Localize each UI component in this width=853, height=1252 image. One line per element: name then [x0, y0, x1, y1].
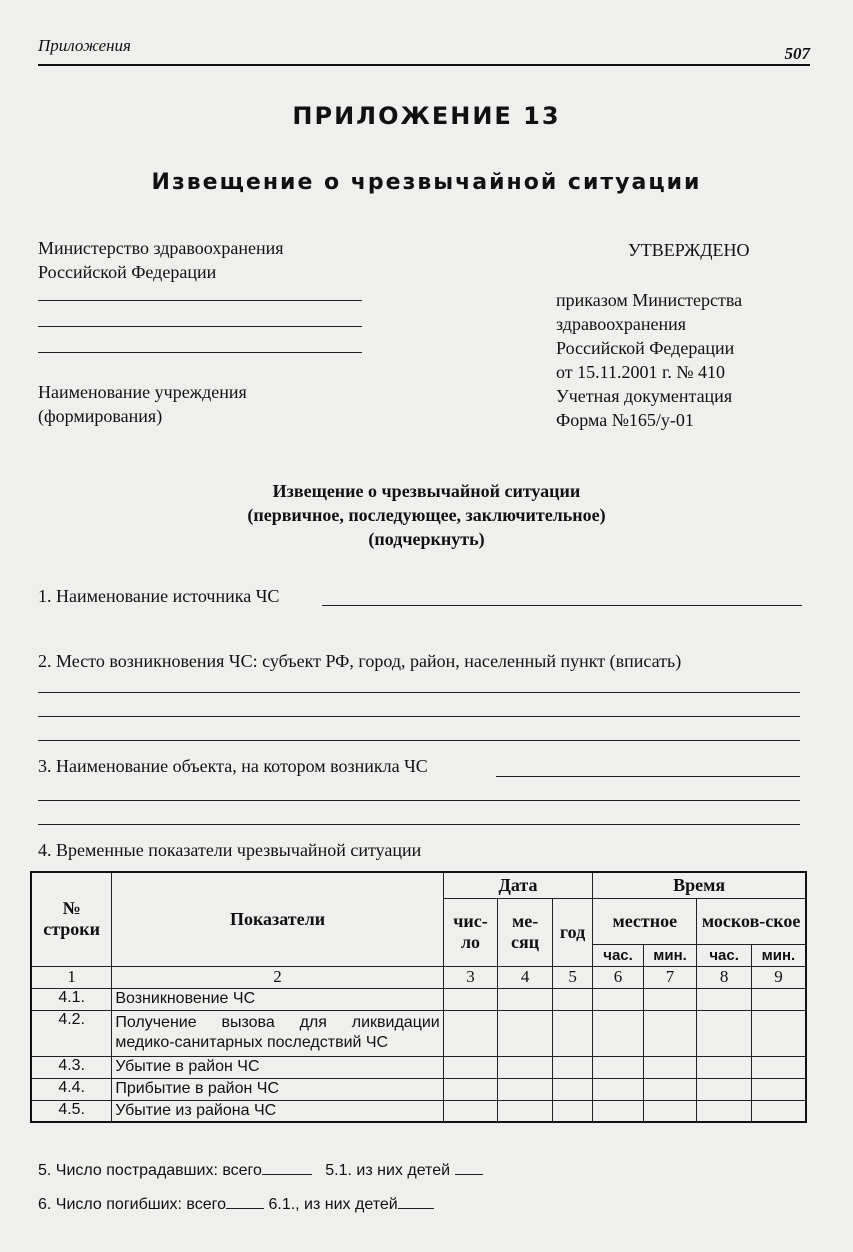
- year-cell[interactable]: [552, 1100, 592, 1122]
- local-hour-cell[interactable]: [593, 1100, 644, 1122]
- local-hour-cell[interactable]: [593, 988, 644, 1010]
- header-indicators: Показатели: [112, 872, 443, 966]
- day-cell[interactable]: [443, 988, 498, 1010]
- moscow-min-cell[interactable]: [751, 988, 806, 1010]
- deaths-children-input[interactable]: [398, 1190, 434, 1209]
- approved-label: УТВЕРЖДЕНО: [628, 240, 750, 260]
- header-moscow-hour: час.: [697, 944, 752, 966]
- header-local-hour: час.: [593, 944, 644, 966]
- blank-line: [38, 300, 362, 301]
- column-number-row: [31, 966, 806, 988]
- field-3-input-line-1[interactable]: [496, 776, 800, 777]
- field-3-input-line-3[interactable]: [38, 824, 800, 825]
- ministry-line-1: Министерство здравоохранения: [38, 238, 284, 258]
- month-cell[interactable]: [498, 1056, 553, 1078]
- field-2-input-line-2[interactable]: [38, 716, 800, 717]
- local-min-cell[interactable]: [643, 988, 697, 1010]
- row-number: 4.5.: [31, 1100, 112, 1122]
- column-number: 1: [31, 966, 112, 988]
- field-4-label: 4. Временные показатели чрезвычайной ситуации: [38, 840, 422, 860]
- year-cell[interactable]: [552, 1078, 592, 1100]
- moscow-min-cell[interactable]: [751, 1100, 806, 1122]
- header-row-number: № строки: [31, 872, 112, 966]
- field-3-label: 3. Наименование объекта, на котором возникла ЧС: [38, 756, 428, 776]
- row-label: Прибытие в район ЧС: [112, 1078, 443, 1100]
- column-number: 3: [443, 966, 498, 988]
- table-row: [31, 1100, 806, 1122]
- moscow-hour-cell[interactable]: [697, 1100, 752, 1122]
- local-min-cell[interactable]: [643, 1100, 697, 1122]
- column-number: 4: [498, 966, 553, 988]
- moscow-hour-cell[interactable]: [697, 988, 752, 1010]
- table-row: [31, 1010, 806, 1056]
- order-line-1: приказом Министерства: [556, 290, 743, 310]
- field-6: [38, 1190, 434, 1217]
- month-cell[interactable]: [498, 1078, 553, 1100]
- column-number: 5: [552, 966, 592, 988]
- victims-total-input[interactable]: [262, 1156, 312, 1175]
- section-name: Приложения: [38, 36, 131, 55]
- moscow-min-cell[interactable]: [751, 1010, 806, 1056]
- field-1-label: 1. Наименование источника ЧС: [38, 586, 280, 606]
- time-indicators-table: [30, 871, 807, 1123]
- row-number: 4.1.: [31, 988, 112, 1010]
- moscow-hour-cell[interactable]: [697, 1010, 752, 1056]
- day-cell[interactable]: [443, 1056, 498, 1078]
- row-number: 4.3.: [31, 1056, 112, 1078]
- month-cell[interactable]: [498, 988, 553, 1010]
- day-cell[interactable]: [443, 1100, 498, 1122]
- institution-label-2: (формирования): [38, 406, 163, 426]
- table-row: [31, 1056, 806, 1078]
- order-line-4: от 15.11.2001 г. № 410: [556, 362, 725, 382]
- blank-line: [38, 326, 362, 327]
- local-hour-cell[interactable]: [593, 1056, 644, 1078]
- accounting-label: Учетная документация: [556, 386, 733, 406]
- row-label: Убытие из района ЧС: [112, 1100, 443, 1122]
- month-cell[interactable]: [498, 1100, 553, 1122]
- header-time: Время: [593, 872, 806, 898]
- local-min-cell[interactable]: [643, 1010, 697, 1056]
- header-moscow-min: мин.: [751, 944, 806, 966]
- field-5: [38, 1156, 483, 1183]
- victims-children-label: 5.1. из них детей: [325, 1162, 451, 1179]
- form-heading-3: (подчеркнуть): [368, 529, 485, 549]
- page-number: 507: [784, 44, 810, 63]
- field-1-input-line[interactable]: [322, 605, 802, 606]
- year-cell[interactable]: [552, 1056, 592, 1078]
- local-min-cell[interactable]: [643, 1078, 697, 1100]
- row-label: Убытие в район ЧС: [112, 1056, 443, 1078]
- header-moscow-time: москов-ское: [697, 898, 806, 944]
- header-year: год: [552, 898, 592, 966]
- year-cell[interactable]: [552, 988, 592, 1010]
- header-local-min: мин.: [643, 944, 697, 966]
- day-cell[interactable]: [443, 1010, 498, 1056]
- field-3-input-line-2[interactable]: [38, 800, 800, 801]
- header-date: Дата: [443, 872, 593, 898]
- moscow-hour-cell[interactable]: [697, 1078, 752, 1100]
- victims-children-input[interactable]: [455, 1156, 483, 1175]
- year-cell[interactable]: [552, 1010, 592, 1056]
- form-number: Форма №165/у-01: [556, 410, 694, 430]
- deaths-total-label: 6. Число погибших: всего: [38, 1196, 227, 1213]
- column-number: 7: [643, 966, 697, 988]
- document-title: Извещение о чрезвычайной ситуации: [151, 170, 702, 195]
- deaths-total-input[interactable]: [226, 1190, 264, 1209]
- month-cell[interactable]: [498, 1010, 553, 1056]
- moscow-min-cell[interactable]: [751, 1056, 806, 1078]
- row-label: Возникновение ЧС: [112, 988, 443, 1010]
- form-heading-2: (первичное, последующее, заключительное): [247, 505, 606, 525]
- blank-line: [38, 352, 362, 353]
- running-header: [38, 36, 810, 66]
- local-hour-cell[interactable]: [593, 1010, 644, 1056]
- row-number: 4.4.: [31, 1078, 112, 1100]
- row-number: 4.2.: [31, 1010, 112, 1056]
- column-number: 2: [112, 966, 443, 988]
- victims-total-label: 5. Число пострадавших: всего: [38, 1162, 262, 1179]
- local-hour-cell[interactable]: [593, 1078, 644, 1100]
- column-number: 8: [697, 966, 752, 988]
- header-local-time: местное: [593, 898, 697, 944]
- local-min-cell[interactable]: [643, 1056, 697, 1078]
- column-number: 9: [751, 966, 806, 988]
- ministry-line-2: Российской Федерации: [38, 262, 217, 282]
- order-line-3: Российской Федерации: [556, 338, 735, 358]
- field-2-input-line-1[interactable]: [38, 692, 800, 693]
- field-2-label: 2. Место возникновения ЧС: субъект РФ, город, район, населенный пункт (вписать): [38, 651, 682, 671]
- deaths-children-label: 6.1., из них детей: [268, 1196, 398, 1213]
- appendix-title: ПРИЛОЖЕНИЕ 13: [292, 102, 561, 130]
- form-heading-1: Извещение о чрезвычайной ситуации: [272, 481, 581, 501]
- field-2-input-line-3[interactable]: [38, 740, 800, 741]
- moscow-hour-cell[interactable]: [697, 1056, 752, 1078]
- moscow-min-cell[interactable]: [751, 1078, 806, 1100]
- row-label: Получение вызова для ликвидации медико-санитарных последствий ЧС: [112, 1010, 443, 1056]
- institution-label-1: Наименование учреждения: [38, 382, 247, 402]
- header-day: чис-ло: [443, 898, 498, 966]
- column-number: 6: [593, 966, 644, 988]
- day-cell[interactable]: [443, 1078, 498, 1100]
- order-line-2: здравоохранения: [556, 314, 687, 334]
- header-month: ме-сяц: [498, 898, 553, 966]
- table-row: [31, 1078, 806, 1100]
- table-row: [31, 988, 806, 1010]
